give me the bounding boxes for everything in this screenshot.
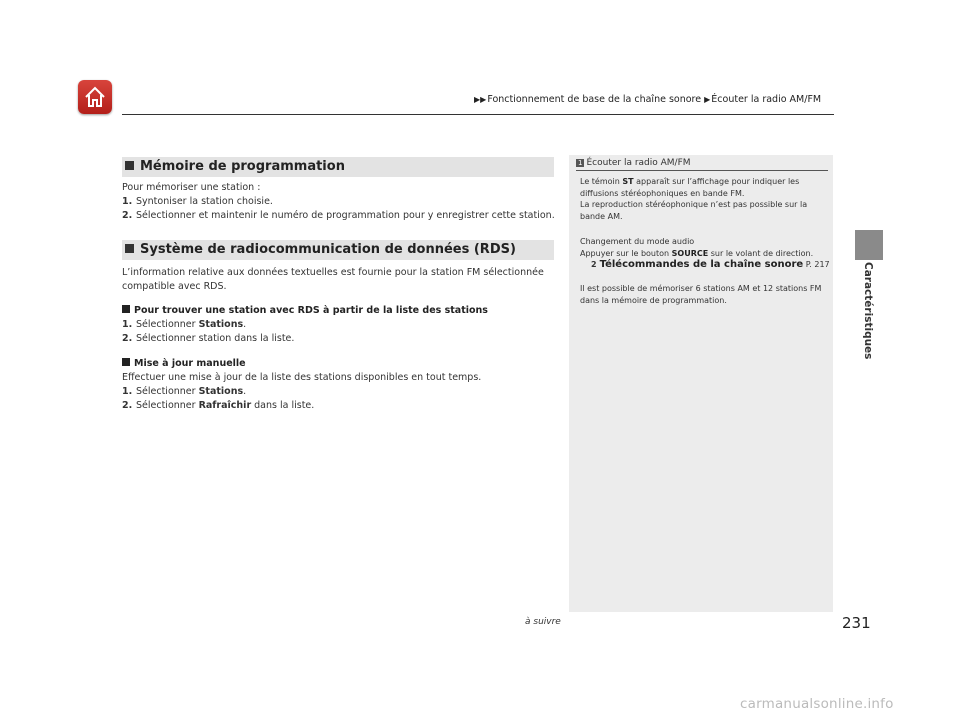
sidebar-note-panel (569, 155, 833, 612)
paragraph-line: L’information relative aux données textuelles est fournie pour la station FM sélectionnée (122, 267, 544, 278)
step-item (122, 209, 555, 223)
section-title: Mémoire de programmation (140, 159, 345, 174)
step-item (122, 195, 555, 209)
note-text: Il est possible de mémoriser 6 stations AM et 12 stations FM (580, 284, 822, 293)
page-number: 231 (842, 614, 871, 632)
intro-text: Effectuer une mise à jour de la liste des stations disponibles en tout temps. (122, 372, 482, 383)
paragraph (122, 266, 544, 294)
cross-reference-link[interactable] (580, 259, 830, 271)
step-item (122, 385, 481, 399)
step-number: 2. (122, 210, 133, 221)
sidebar-note-title (576, 158, 691, 168)
ui-term: Rafraîchir (198, 400, 252, 411)
home-button[interactable] (78, 80, 112, 114)
note-text: sur le volant de direction. (708, 248, 814, 258)
note-text: Appuyer sur le bouton (580, 248, 672, 258)
square-bullet-icon (125, 244, 134, 253)
step-item (122, 332, 488, 346)
step-text: Sélectionner station dans la liste. (136, 333, 295, 344)
paragraph-line: compatible avec RDS. (122, 281, 227, 292)
note-paragraph (580, 283, 821, 306)
note-text: Changement du mode audio (580, 237, 695, 246)
note-text: La reproduction stéréophonique n’est pas possible sur la (580, 200, 808, 209)
step-item (122, 318, 488, 332)
header-divider (122, 114, 834, 115)
note-text: bande AM. (580, 211, 623, 221)
subsection-heading (122, 357, 481, 371)
note-paragraph (580, 236, 830, 271)
note-text: apparaît sur l’affichage pour indiquer les (633, 177, 800, 186)
step-text: dans la liste. (251, 400, 315, 411)
subsection (122, 357, 481, 413)
square-bullet-icon (122, 358, 130, 366)
step-text: Sélectionner et maintenir le numéro de programmation pour y enregistrer cette station. (136, 210, 555, 221)
step-text: Sélectionner (136, 386, 199, 397)
section-heading (122, 240, 554, 260)
step-text: . (243, 319, 247, 330)
arrow-icon: ▶▶ (474, 95, 487, 104)
intro-text: Pour mémoriser une station : (122, 182, 261, 193)
note-text: diffusions stéréophoniques en bande FM. (580, 188, 745, 198)
step-item (122, 399, 481, 413)
paragraph (122, 181, 555, 223)
step-number: 1. (122, 386, 133, 397)
step-text: . (243, 386, 247, 397)
square-bullet-icon (122, 305, 130, 313)
chapter-tab-label: Caractéristiques (862, 262, 874, 360)
continued-label: à suivre (525, 617, 561, 627)
arrow-icon: ▶ (704, 95, 711, 104)
breadcrumb-item[interactable]: Écouter la radio AM/FM (711, 94, 822, 105)
ui-term: Stations (198, 386, 244, 397)
step-number: 2. (122, 400, 133, 411)
note-marker-icon: 1 (578, 159, 583, 167)
square-bullet-icon (125, 161, 134, 170)
step-number: 1. (122, 196, 133, 207)
step-text: Sélectionner (136, 400, 199, 411)
step-text: Syntoniser la station choisie. (136, 196, 273, 207)
ui-term: SOURCE (671, 248, 709, 258)
note-paragraph (580, 176, 807, 222)
step-number: 1. (122, 319, 133, 330)
note-title-text: Écouter la radio AM/FM (586, 158, 691, 168)
chapter-tab[interactable] (855, 230, 883, 260)
home-icon (83, 85, 107, 109)
subsection-title: Mise à jour manuelle (134, 358, 246, 369)
reference-arrow-icon: 2 (591, 260, 597, 269)
ui-term: ST (622, 177, 634, 186)
sidebar-divider (576, 170, 828, 171)
subsection-heading (122, 304, 488, 318)
breadcrumb-item[interactable]: Fonctionnement de base de la chaîne sonore (487, 94, 702, 105)
subsection (122, 304, 488, 346)
ui-term: Stations (198, 319, 244, 330)
step-text: Sélectionner (136, 319, 199, 330)
note-text: Le témoin (580, 177, 623, 186)
reference-title: Télécommandes de la chaîne sonore (599, 259, 804, 270)
note-text: dans la mémoire de programmation. (580, 295, 727, 305)
step-number: 2. (122, 333, 133, 344)
watermark: carmanualsonline.info (740, 696, 894, 712)
section-heading (122, 157, 554, 177)
section-title: Système de radiocommunication de données (RDS) (140, 242, 516, 257)
reference-page: P. 217 (805, 260, 830, 269)
breadcrumb (474, 94, 821, 105)
subsection-title: Pour trouver une station avec RDS à partir de la liste des stations (134, 305, 488, 316)
